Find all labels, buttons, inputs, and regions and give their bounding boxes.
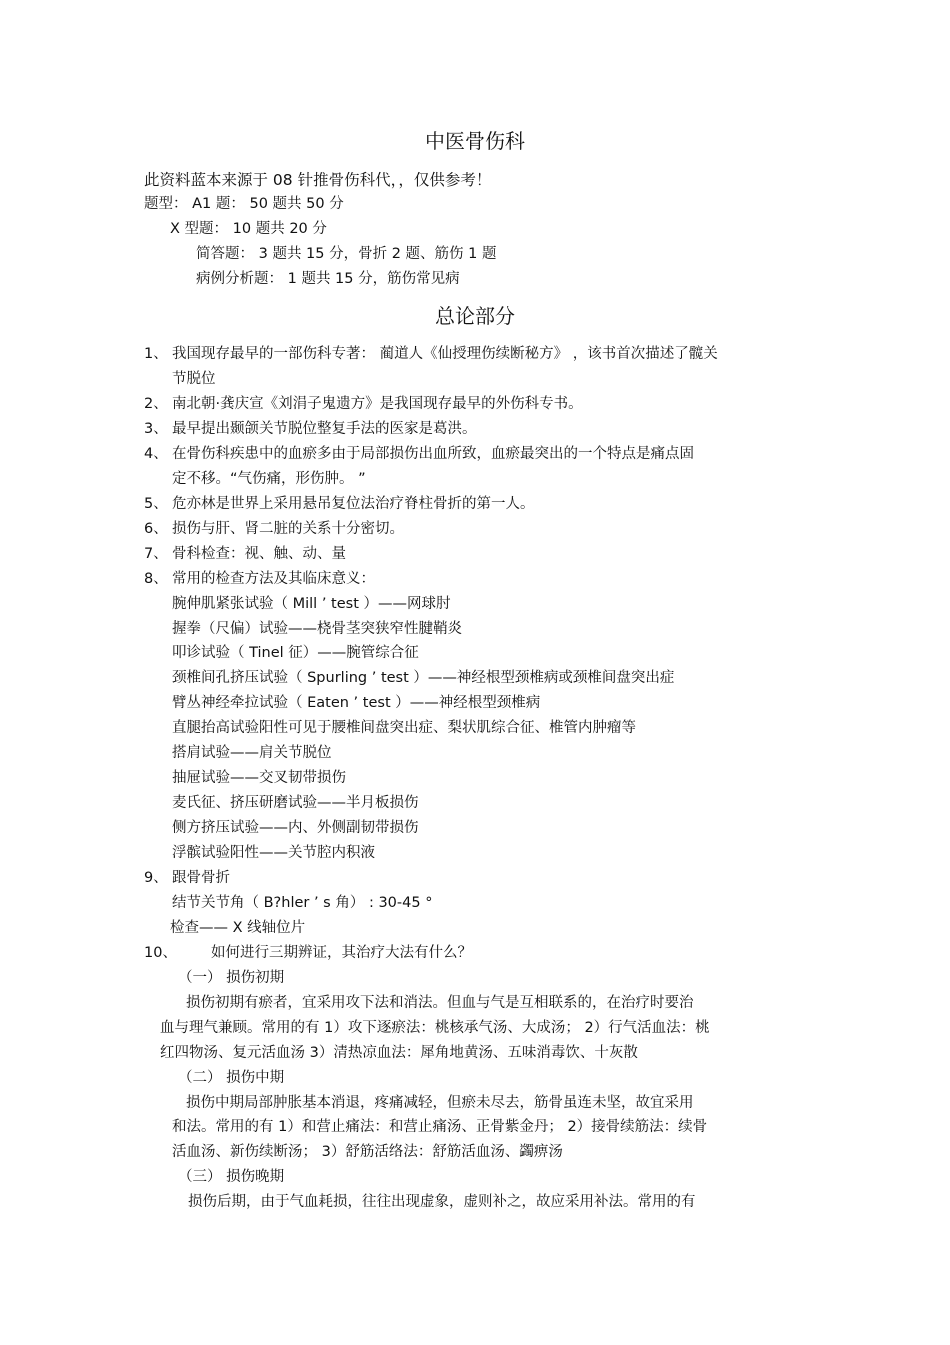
stage-paragraph: 损伤初期有瘀者，宜采用攻下法和消法。但血与气是互相联系的，在治疗时要治 bbox=[186, 995, 694, 1011]
list-item-number: 8、 bbox=[144, 571, 168, 587]
stage-heading: （二） 损伤中期 bbox=[178, 1070, 285, 1086]
stage-paragraph: 损伤中期局部肿胀基本消退，疼痛减轻，但瘀未尽去，筋骨虽连未坚，故宜采用 bbox=[186, 1095, 694, 1111]
test-line: 臂丛神经牵拉试验（ Eaten ’ test ）——神经根型颈椎病 bbox=[172, 695, 541, 711]
section-title: 总论部分 bbox=[435, 304, 515, 328]
list-item-text: 节脱位 bbox=[172, 371, 216, 387]
list-item-number: 7、 bbox=[144, 546, 168, 562]
intro-x-type: X 型题： 10 题共 20 分 bbox=[170, 221, 327, 237]
calcaneus-angle: 结节关节角（ B?hler ’ s 角） : 30-45 ° bbox=[172, 895, 433, 911]
list-item-text: 定不移。“气伤痛，形伤肿。 ” bbox=[172, 471, 366, 487]
list-item-text: 最早提出颞颌关节脱位整复手法的医家是葛洪。 bbox=[172, 421, 477, 437]
list-item-text: 骨科检查：视、触、动、量 bbox=[172, 546, 346, 562]
list-item-text: 我国现存最早的一部伤科专著： 蔺道人《仙授理伤续断秘方》 ，该书首次描述了髋关 bbox=[172, 346, 718, 362]
stage-paragraph: 血与理气兼顾。常用的有 1）攻下逐瘀法：桃核承气汤、大成汤； 2）行气活血法：桃 bbox=[160, 1020, 710, 1036]
list-item-number: 5、 bbox=[144, 496, 168, 512]
test-line: 叩诊试验（ Tinel 征）——腕管综合征 bbox=[172, 645, 419, 661]
test-line: 直腿抬高试验阳性可见于腰椎间盘突出症、梨状肌综合征、椎管内肿瘤等 bbox=[172, 720, 636, 736]
list-item-number: 4、 bbox=[144, 446, 168, 462]
test-line: 颈椎间孔挤压试验（ Spurling ’ test ）——神经根型颈椎病或颈椎间盘突出症 bbox=[172, 670, 675, 686]
intro-question-types: 题型： A1 题： 50 题共 50 分 bbox=[144, 196, 344, 212]
test-line: 浮髌试验阳性——关节腔内积液 bbox=[172, 845, 375, 861]
test-line: 抽屉试验——交叉韧带损伤 bbox=[172, 770, 346, 786]
test-line: 腕伸肌紧张试验（ Mill ’ test ）——网球肘 bbox=[172, 596, 451, 612]
list-item-number: 1、 bbox=[144, 346, 168, 362]
list-item-number: 10、 bbox=[144, 945, 177, 961]
stage-paragraph: 损伤后期，由于气血耗损，往往出现虚象，虚则补之，故应采用补法。常用的有 bbox=[188, 1194, 696, 1210]
stage-paragraph: 活血汤、新伤续断汤； 3）舒筋活络法：舒筋活血汤、蠲痹汤 bbox=[172, 1144, 563, 1160]
intro-case-analysis: 病例分析题： 1 题共 15 分，筋伤常见病 bbox=[196, 271, 460, 287]
list-item-text: 常用的检查方法及其临床意义： bbox=[172, 571, 375, 587]
list-item-text: 在骨伤科疾患中的血瘀多由于局部损伤出血所致，血瘀最突出的一个特点是痛点固 bbox=[172, 446, 694, 462]
list-item-text: 危亦林是世界上采用悬吊复位法治疗脊柱骨折的第一人。 bbox=[172, 496, 535, 512]
stage-heading: （一） 损伤初期 bbox=[178, 970, 285, 986]
list-item-number: 3、 bbox=[144, 421, 168, 437]
intro-source: 此资料蓝本来源于 08 针推骨伤科代，，仅供参考！ bbox=[144, 171, 492, 189]
test-line: 麦氏征、挤压研磨试验——半月板损伤 bbox=[172, 795, 419, 811]
stage-paragraph: 和法。常用的有 1）和营止痛法：和营止痛汤、正骨紫金丹； 2）接骨续筋法：续骨 bbox=[172, 1119, 708, 1135]
test-line: 侧方挤压试验——内、外侧副韧带损伤 bbox=[172, 820, 419, 836]
list-item-text: 如何进行三期辨证，其治疗大法有什么？ bbox=[211, 945, 472, 961]
stage-heading: （三） 损伤晚期 bbox=[178, 1169, 285, 1185]
list-item-text: 损伤与肝、肾二脏的关系十分密切。 bbox=[172, 521, 404, 537]
intro-short-answer: 简答题： 3 题共 15 分，骨折 2 题、筋伤 1 题 bbox=[196, 246, 497, 262]
page-title: 中医骨伤科 bbox=[425, 129, 525, 153]
list-item-number: 9、 bbox=[144, 870, 168, 886]
calcaneus-exam: 检查—— X 线轴位片 bbox=[170, 920, 306, 936]
stage-paragraph: 红四物汤、复元活血汤 3）清热凉血法：犀角地黄汤、五味消毒饮、十灰散 bbox=[160, 1045, 638, 1061]
list-item-text: 南北朝·龚庆宣《刘涓子鬼遗方》是我国现存最早的外伤科专书。 bbox=[172, 396, 583, 412]
list-item-number: 2、 bbox=[144, 396, 168, 412]
list-item-number: 6、 bbox=[144, 521, 168, 537]
list-item-text: 跟骨骨折 bbox=[172, 870, 230, 886]
test-line: 搭肩试验——肩关节脱位 bbox=[172, 745, 332, 761]
test-line: 握拳（尺偏）试验——桡骨茎突狭窄性腱鞘炎 bbox=[172, 621, 462, 637]
